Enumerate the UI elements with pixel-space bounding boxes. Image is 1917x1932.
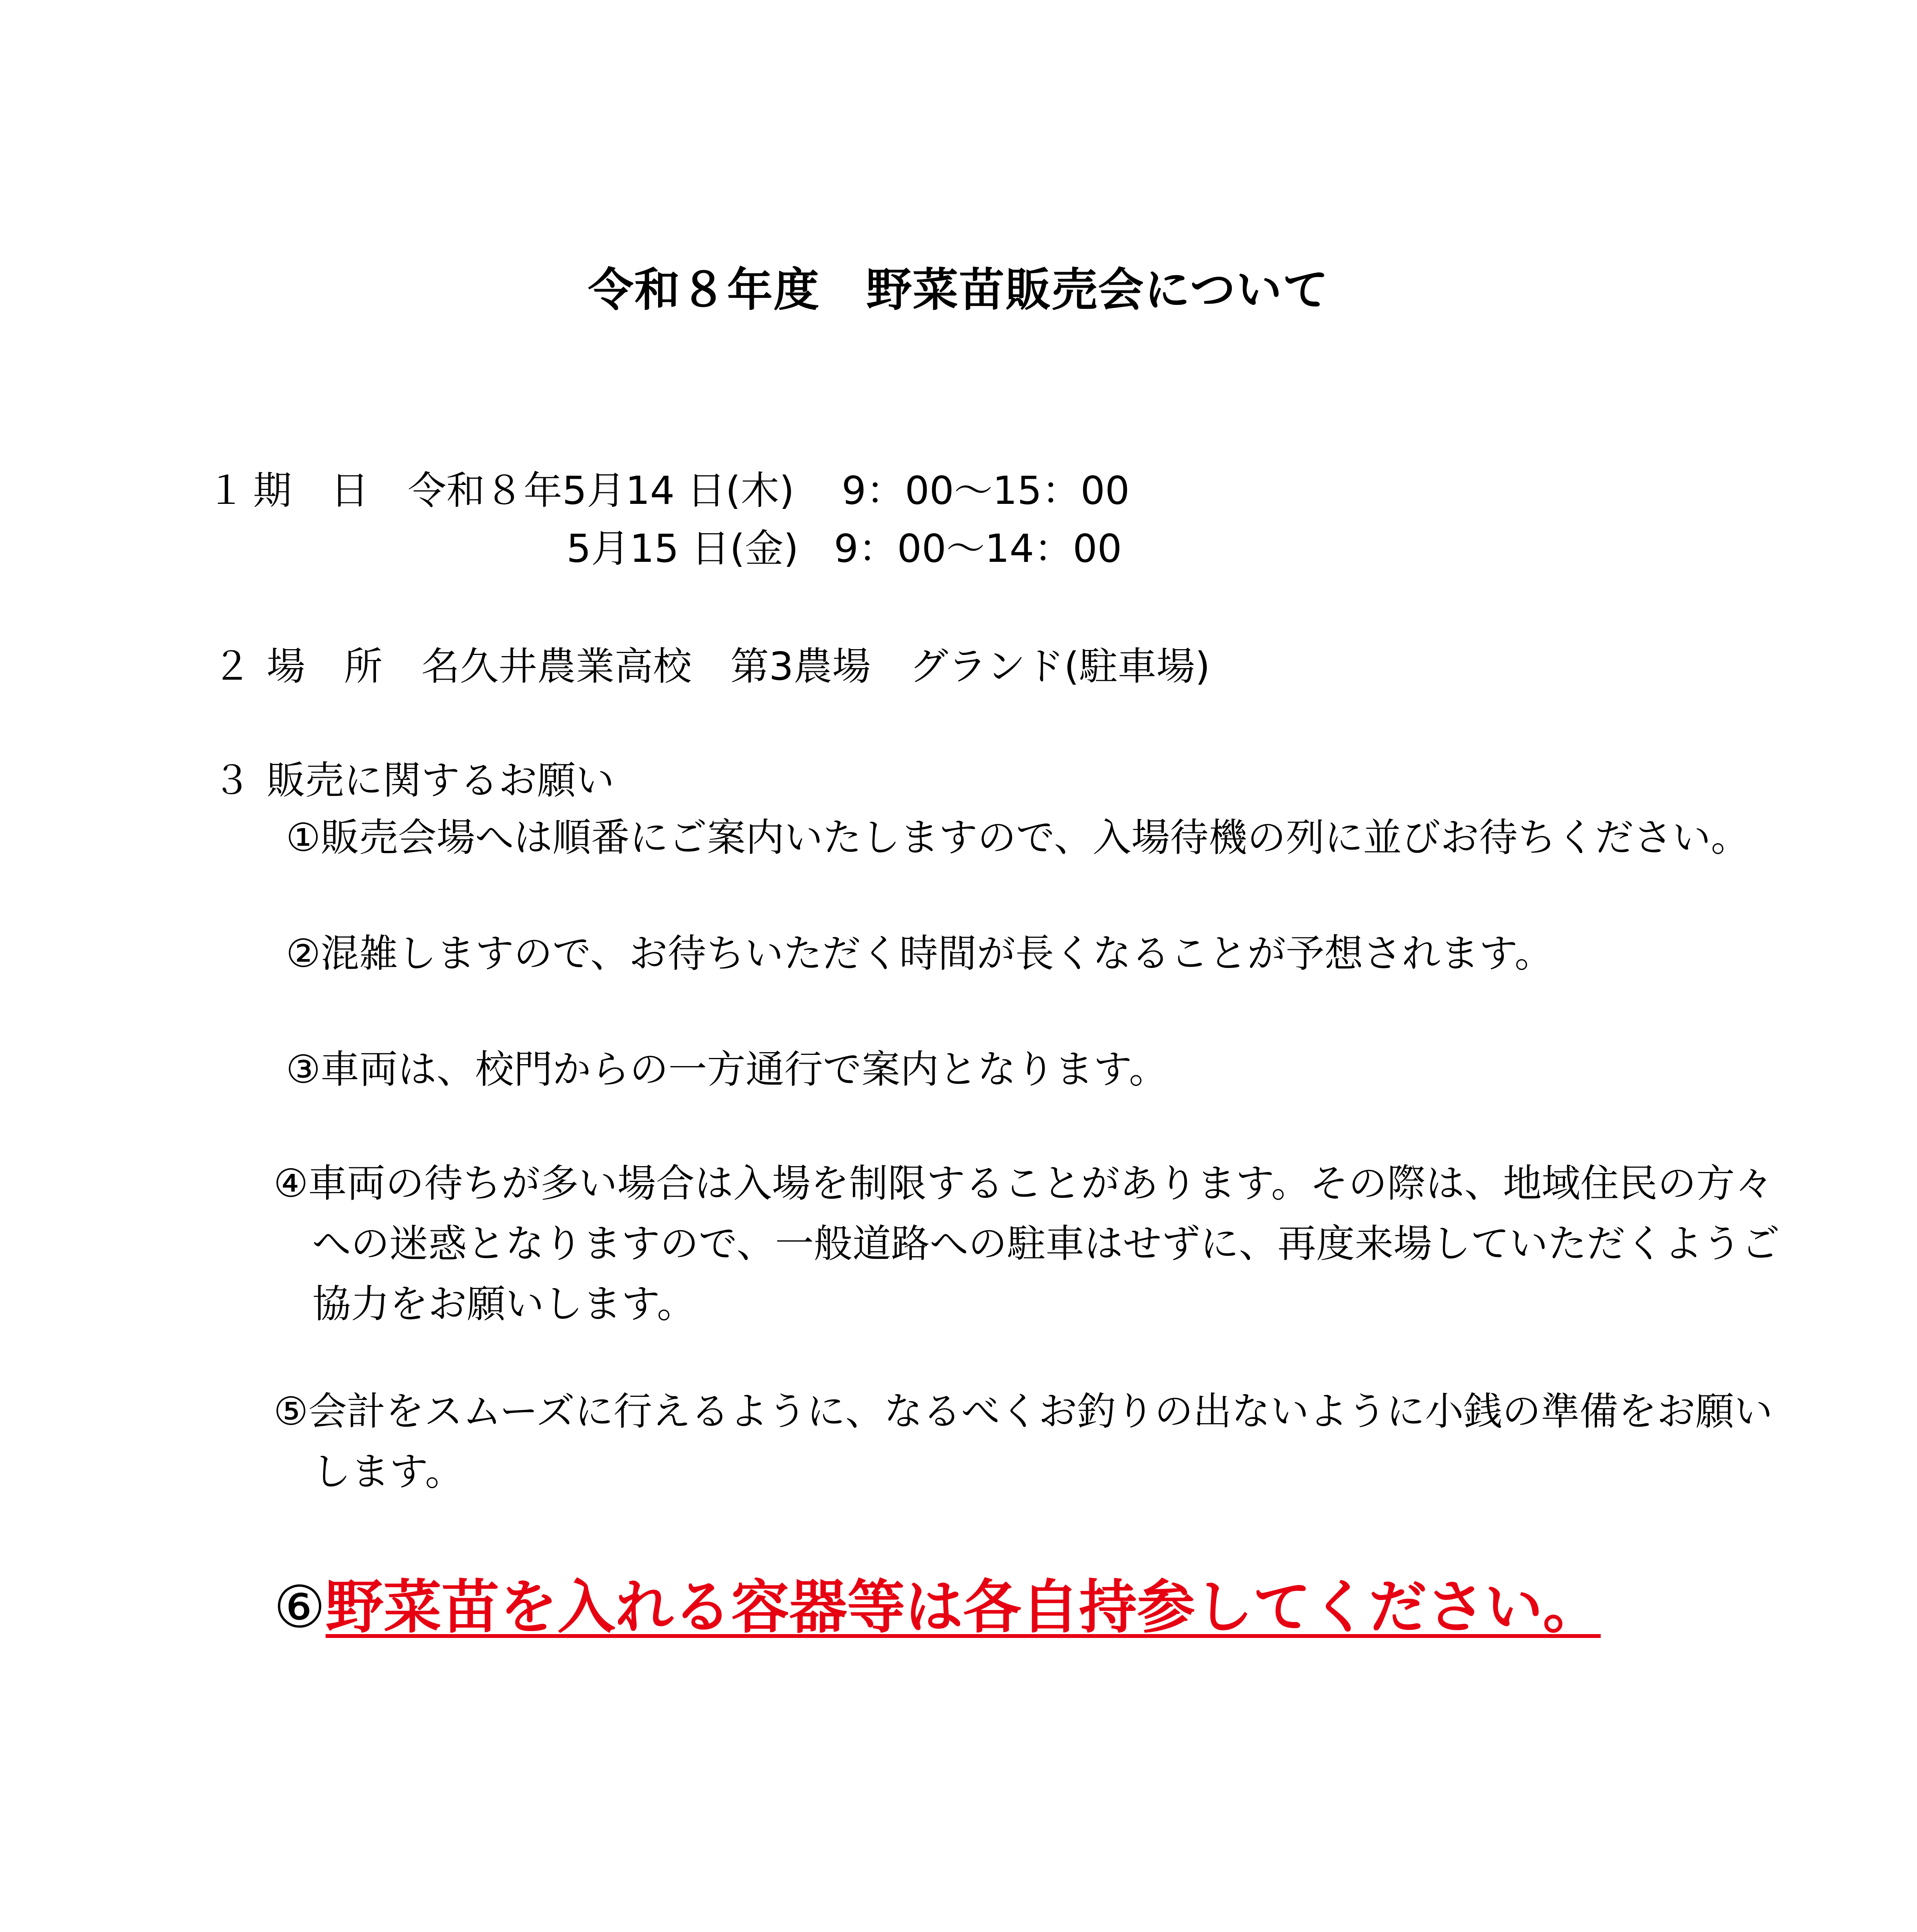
item-number: ④ bbox=[274, 1161, 308, 1206]
item-text-line: 会計をスムーズに行えるように、なるべくお釣りの出ないように小銭の準備をお願い bbox=[308, 1389, 1773, 1434]
item-number: ⑥ bbox=[274, 1574, 326, 1641]
item-text: 混雑しますので、お待ちいただく時間が長くなることが予想されます。 bbox=[320, 931, 1553, 976]
section-label: 期 日 bbox=[253, 468, 369, 513]
item-text: 販売会場へは順番にご案内いたしますので、入場待機の列に並びお待ちください。 bbox=[320, 815, 1750, 860]
section-number: ３ bbox=[213, 758, 251, 803]
item-number: ⑤ bbox=[274, 1389, 308, 1434]
section-label: 販売に関するお願い bbox=[267, 758, 614, 803]
request-item-1 bbox=[286, 808, 1750, 868]
page-title: 令和８年度 野菜苗販売会について bbox=[588, 263, 1329, 316]
item-number: ① bbox=[286, 815, 321, 860]
item-number: ② bbox=[286, 931, 321, 976]
item-text: 車両は、校門からの一方通行で案内となります。 bbox=[320, 1047, 1168, 1092]
time-day1: 9：00～15：00 bbox=[842, 468, 1130, 513]
request-item-3 bbox=[286, 1039, 1168, 1100]
item-number: ③ bbox=[286, 1047, 321, 1092]
section-number: １ bbox=[207, 468, 245, 513]
request-item-2 bbox=[286, 923, 1553, 984]
section-number: ２ bbox=[213, 644, 251, 689]
section-label: 場 所 bbox=[267, 644, 383, 689]
request-item-5 bbox=[274, 1381, 1773, 1502]
date-day2: 5月15 日(金) bbox=[566, 526, 799, 571]
notice-text: 野菜苗を入れる容器等は各自持参してください。 bbox=[325, 1574, 1601, 1641]
place-value: 名久井農業高校 第3農場 グランド(駐車場) bbox=[421, 644, 1210, 689]
item-text-line: 協力をお願いします。 bbox=[312, 1281, 696, 1327]
date-day1: 令和８年5月14 日(木) bbox=[408, 468, 794, 513]
item-text-line: 車両の待ちが多い場合は入場を制限することがあります。その際は、地域住民の方々 bbox=[308, 1161, 1774, 1206]
time-day2: 9：00～14：00 bbox=[834, 526, 1122, 571]
item-text-line: します。 bbox=[312, 1449, 464, 1494]
item-text-line: への迷惑となりますので、一般道路への駐車はせずに、再度来場していただくようご bbox=[312, 1221, 1780, 1266]
request-item-4 bbox=[274, 1153, 1780, 1334]
container-notice bbox=[274, 1569, 1601, 1646]
